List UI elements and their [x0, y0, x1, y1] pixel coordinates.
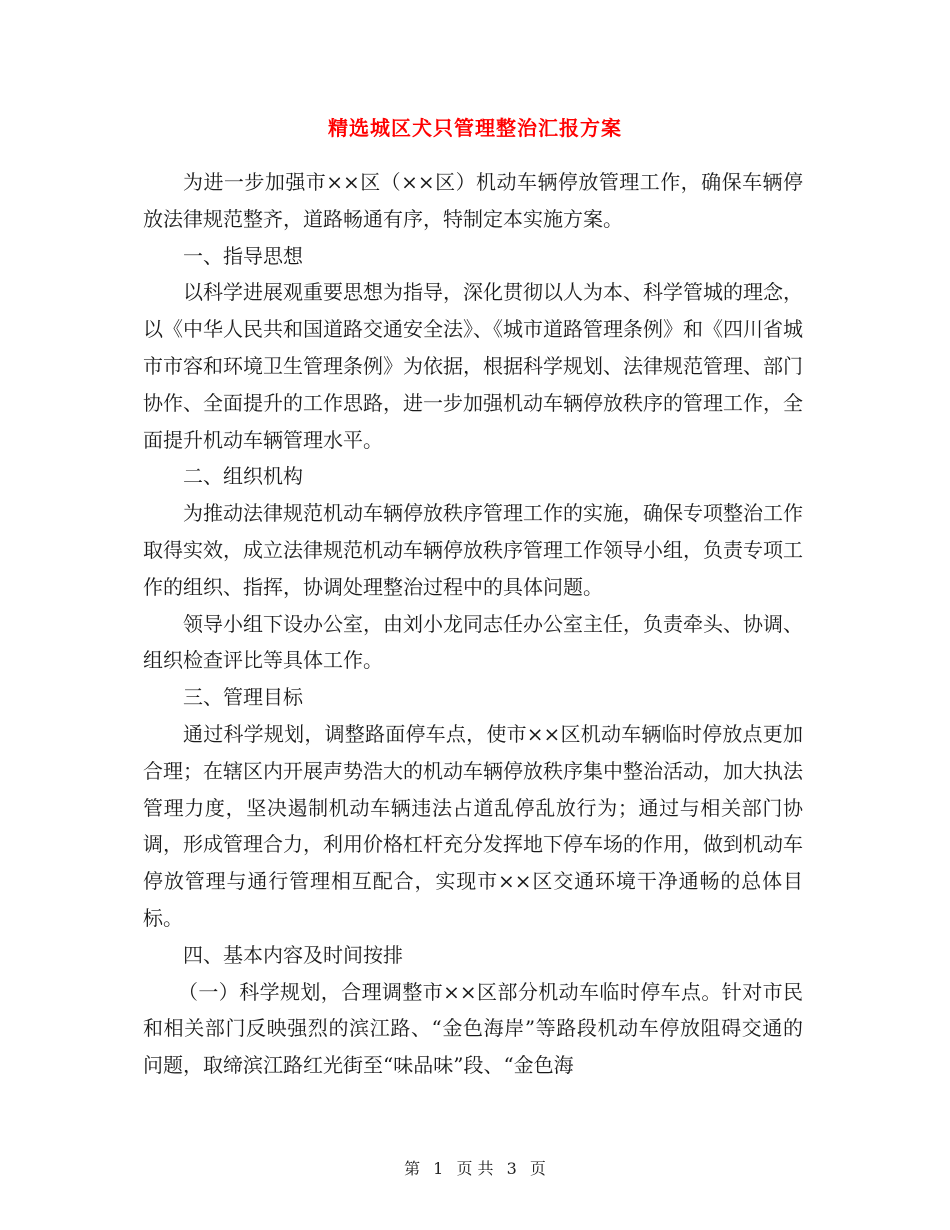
footer-total-pages: 3 [506, 1159, 517, 1178]
heading-content-schedule: 四、基本内容及时间按排 [183, 942, 403, 967]
paragraph-intro: 为进一步加强市××区（××区）机动车辆停放管理工作，确保车辆停放法律规范整齐，道路畅通有序，特制定本实施方案。 [143, 170, 803, 231]
paragraph-planning: （一）科学规划，合理调整市××区部分机动车临时停车点。针对市民和相关部门反映强烈的滨江路、“金色海岸”等路段机动车停放阻碍交通的问题，取缔滨江路红光街至“味品味”段、“金色海 [143, 979, 803, 1078]
footer-prefix: 第 [404, 1159, 421, 1178]
document-title: 精选城区犬只管理整治汇报方案 [328, 116, 622, 140]
heading-guiding-ideology: 一、指导思想 [183, 243, 303, 268]
heading-organization: 二、组织机构 [183, 464, 303, 489]
document-body [143, 164, 803, 1084]
footer-middle: 页 共 [456, 1159, 494, 1178]
footer-page-number: 1 [433, 1159, 444, 1178]
heading-management-goals: 三、管理目标 [183, 685, 303, 710]
paragraph-management-goals: 通过科学规划，调整路面停车点，使市××区机动车辆临时停放点更加合理；在辖区内开展声势浩大的机动车辆停放秩序集中整治活动，加大执法管理力度，坚决遏制机动车辆违法占道乱停乱放行为；通过与相关部门协调，形成管理合力，利用价格杠杆充分发挥地下停车场的作用，做到机动车停放管理与通行管理相互配合，实现市××区交通环境干净通畅的总体目标。 [143, 721, 803, 930]
paragraph-guiding-ideology: 以科学进展观重要思想为指导，深化贯彻以人为本、科学管城的理念，以《中华人民共和国道路交通安全法》、《城市道路管理条例》和《四川省城市市容和环境卫生管理条例》为依据，根据科学规划、法律规范管理、部门协作、全面提升的工作思路，进一步加强机动车辆停放秩序的管理工作，全面提升机动车辆管理水平。 [143, 280, 803, 452]
paragraph-office: 领导小组下设办公室，由刘小龙同志任办公室主任，负责牵头、协调、组织检查评比等具体工作。 [143, 611, 803, 673]
footer-suffix: 页 [529, 1159, 546, 1178]
page-footer [0, 1156, 950, 1179]
paragraph-organization: 为推动法律规范机动车辆停放秩序管理工作的实施，确保专项整治工作取得实效，成立法律规范机动车辆停放秩序管理工作领导小组，负责专项工作的组织、指挥，协调处理整治过程中的具体问题。 [143, 501, 803, 599]
